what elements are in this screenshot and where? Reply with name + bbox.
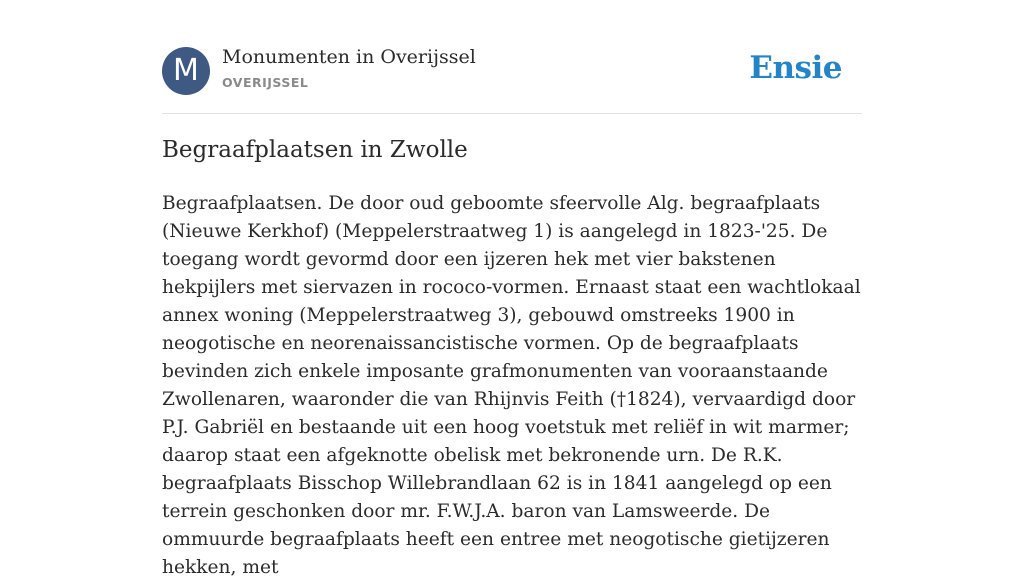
collection-avatar[interactable]: M	[162, 47, 210, 95]
collection-subtitle: OVERIJSSEL	[222, 75, 309, 90]
page-container	[162, 0, 862, 578]
header	[162, 0, 862, 114]
article-title: Begraafplaatsen in Zwolle	[162, 137, 468, 163]
collection-title[interactable]: Monumenten in Overijssel	[222, 46, 476, 68]
article-body: Begraafplaatsen. De door oud geboomte sfeervolle Alg. begraafplaats (Nieuwe Kerkhof) (Meppelerstraatweg 1) is aangelegd in 1823-'25. De toegang wordt gevormd door een ijzeren hek met vier bakstenen hekpijlers met siervazen in rococo-vormen. Ernaast staat een wachtlokaal annex woning (Meppelerstraatweg 3), gebouwd omstreeks 1900 in neogotische en neorenaissancistische vormen. Op de begraafplaats bevinden zich enkele imposante grafmonumenten van vooraanstaande Zwollenaren, waaronder die van Rhijnvis Feith (†1824), vervaardigd door P.J. Gabriël en bestaande uit een hoog voetstuk met reliëf in wit marmer; daarop staat een afgeknotte obelisk met bekronende urn. De R.K. begraafplaats Bisschop Willebrandlaan 62 is in 1841 aangelegd op een terrein geschonken door mr. F.W.J.A. baron van Lamsweerde. De ommuurde begraafplaats heeft een entree met neogotische gietijzeren hekken, met	[162, 193, 861, 578]
brand-logo[interactable]: Ensie	[749, 50, 842, 86]
